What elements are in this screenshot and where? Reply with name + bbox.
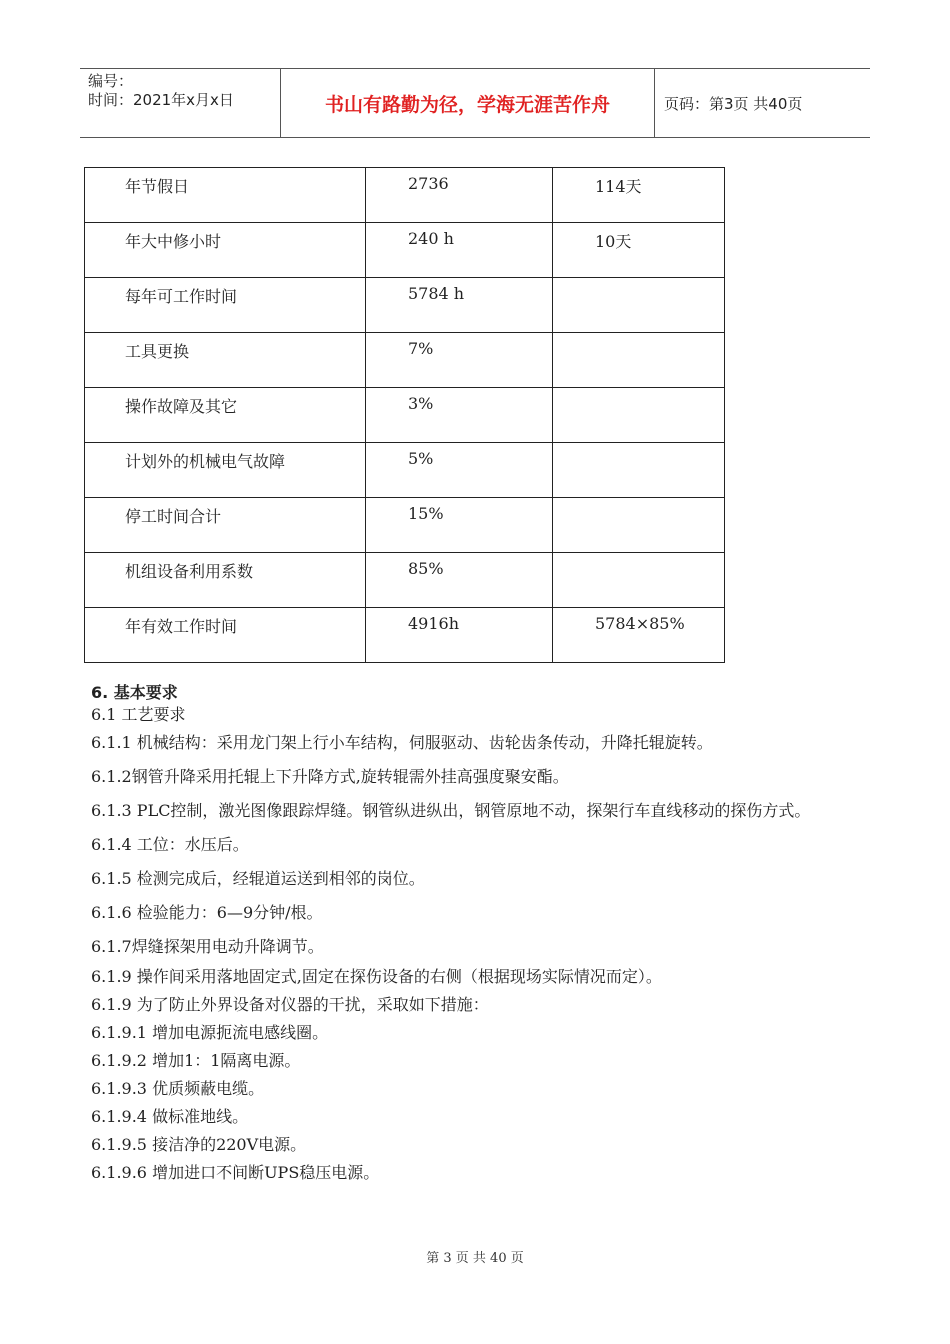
content-line: 6.1.9.5 接洁净的220V电源。 (91, 1135, 307, 1154)
header-meta (80, 69, 280, 137)
table-cell: 4916h (366, 608, 553, 663)
table-cell: 操作故障及其它 (85, 388, 366, 443)
table-cell (553, 388, 725, 443)
table-cell: 5% (366, 443, 553, 498)
table-cell: 计划外的机械电气故障 (85, 443, 366, 498)
table-row (85, 498, 725, 553)
table-row (85, 333, 725, 388)
content-line: 6.1.6 检验能力：6—9分钟/根。 (91, 903, 323, 922)
table-cell: 5784 h (366, 278, 553, 333)
table-cell (553, 443, 725, 498)
table-cell: 年大中修小时 (85, 223, 366, 278)
content-line: 6.1.1 机械结构：采用龙门架上行小车结构，伺服驱动、齿轮齿条传动，升降托辊旋转。 (91, 733, 713, 752)
table-cell: 年有效工作时间 (85, 608, 366, 663)
header-motto: 书山有路勤为径，学海无涯苦作舟 (280, 69, 655, 137)
content-line: 6.1.4 工位：水压后。 (91, 835, 249, 854)
table-cell: 工具更换 (85, 333, 366, 388)
table-cell: 15% (366, 498, 553, 553)
content-line: 6.1.9.2 增加1：1隔离电源。 (91, 1051, 301, 1070)
content-line: 6.1.3 PLC控制，激光图像跟踪焊缝。钢管纵进纵出，钢管原地不动，探架行车直线移动的探伤方式。 (91, 801, 811, 820)
table-row (85, 608, 725, 663)
table-row (85, 278, 725, 333)
table-row (85, 223, 725, 278)
header-page-info: 页码：第3页 共40页 (664, 94, 803, 113)
content-line: 6.1.7焊缝探架用电动升降调节。 (91, 937, 324, 956)
content-line: 6.1.9 为了防止外界设备对仪器的干扰，采取如下措施： (91, 995, 489, 1014)
content-line: 6.1.2钢管升降采用托辊上下升降方式,旋转辊需外挂高强度聚安酯。 (91, 767, 569, 786)
table-row (85, 553, 725, 608)
table-cell: 240 h (366, 223, 553, 278)
table-row (85, 443, 725, 498)
table-cell (553, 278, 725, 333)
content-line: 6.1.9.6 增加进口不间断UPS稳压电源。 (91, 1163, 380, 1182)
table-cell (553, 553, 725, 608)
table-cell: 停工时间合计 (85, 498, 366, 553)
table-row (85, 388, 725, 443)
requirements-section (91, 682, 871, 1184)
content-line: 6.1.9.4 做标准地线。 (91, 1107, 249, 1126)
table-cell: 年节假日 (85, 168, 366, 223)
table-cell: 每年可工作时间 (85, 278, 366, 333)
table-row (85, 168, 725, 223)
section-title: 6. 基本要求 (91, 683, 178, 702)
page-footer: 第 3 页 共 40 页 (426, 1251, 524, 1266)
content-line: 6.1.9.1 增加电源扼流电感线圈。 (91, 1023, 329, 1042)
table-cell: 7% (366, 333, 553, 388)
table-cell (553, 333, 725, 388)
table-cell: 2736 (366, 168, 553, 223)
page-header (80, 68, 870, 138)
table-cell: 10天 (553, 223, 725, 278)
table-cell (553, 498, 725, 553)
table-cell: 3% (366, 388, 553, 443)
table-cell: 85% (366, 553, 553, 608)
doc-number-label: 编号： (88, 72, 134, 90)
table-cell: 机组设备利用系数 (85, 553, 366, 608)
table-cell: 114天 (553, 168, 725, 223)
content-line: 6.1.5 检测完成后，经辊道运送到相邻的岗位。 (91, 869, 425, 888)
table-cell: 5784×85% (553, 608, 725, 663)
content-line: 6.1.9 操作间采用落地固定式,固定在探伤设备的右侧（根据现场实际情况而定）。 (91, 967, 662, 986)
content-line: 6.1 工艺要求 (91, 705, 186, 724)
content-line: 6.1.9.3 优质频蔽电缆。 (91, 1079, 265, 1098)
doc-time-label: 时间：2021年x月x日 (88, 91, 234, 109)
statistics-table (84, 167, 725, 663)
